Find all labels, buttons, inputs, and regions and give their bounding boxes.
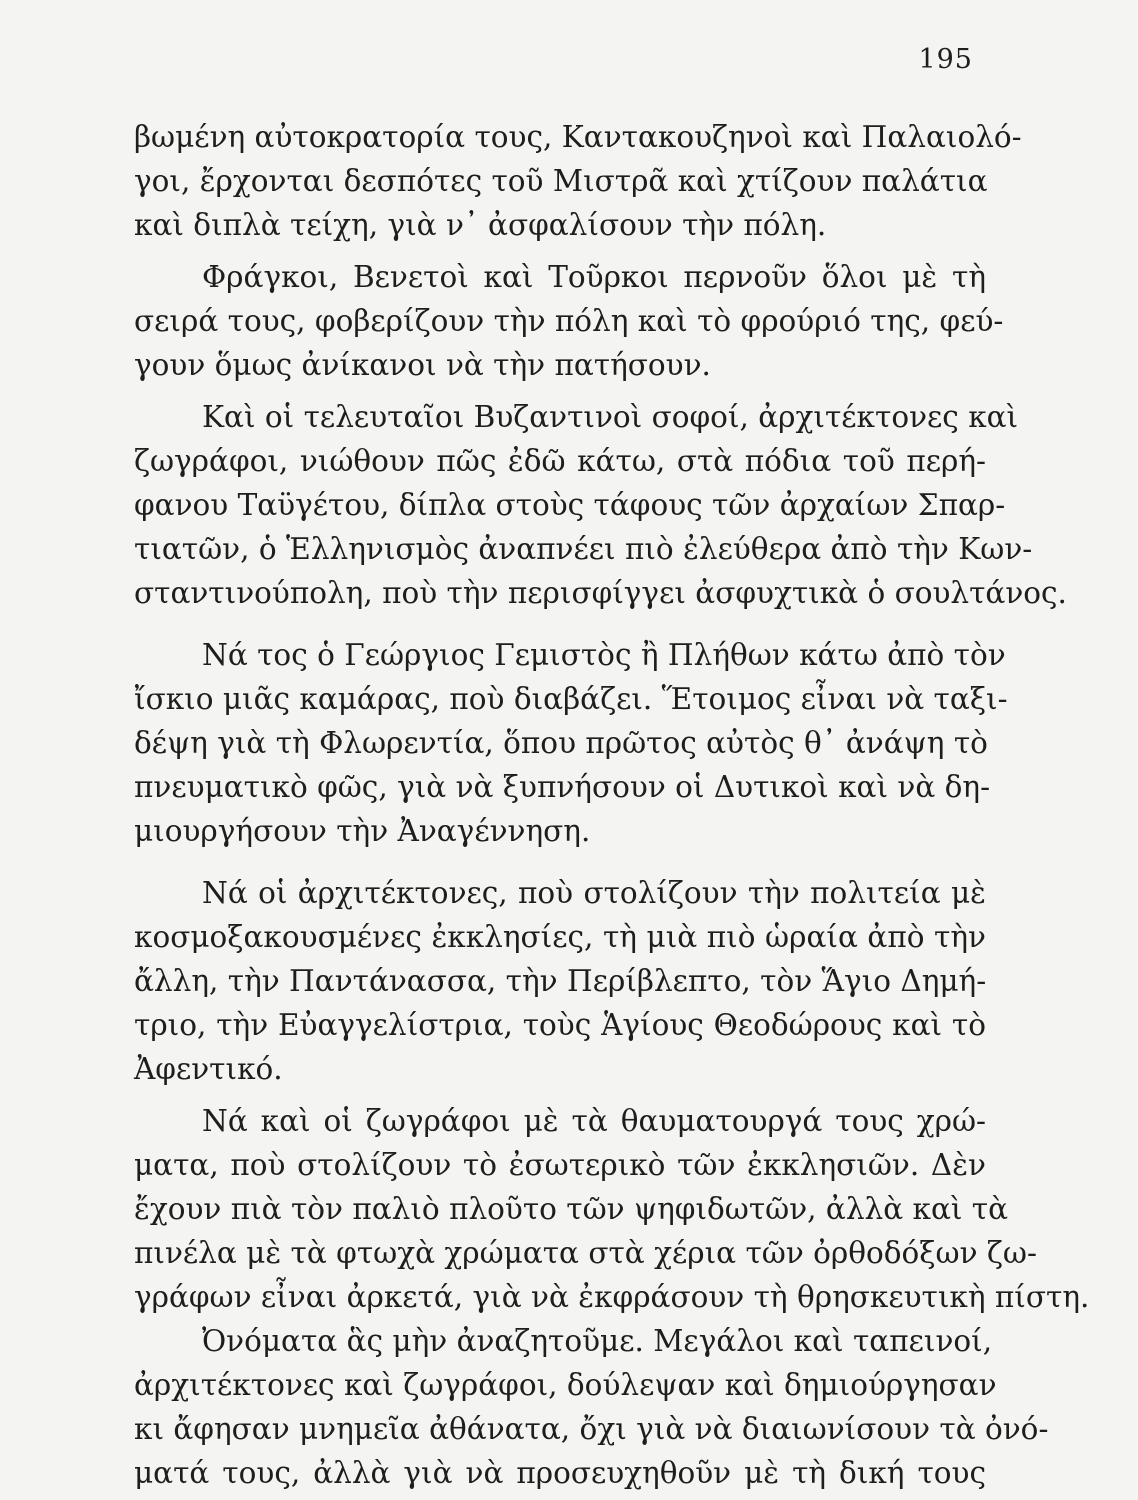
text-line: κοσμοξακουσμένες ἐκκλησίες, τὴ μιὰ πιὸ ὡραία ἀπὸ τὴν: [134, 920, 986, 954]
text-line: Καὶ οἱ τελευταῖοι Βυζαντινοὶ σοφοί, ἀρχιτέκτονες καὶ: [202, 400, 1019, 434]
text-line: Νά καὶ οἱ ζωγράφοι μὲ τὰ θαυματουργά τους χρώ-: [202, 1104, 986, 1138]
text-line: ἄλλη, τὴν Παντάνασσα, τὴν Περίβλεπτο, τὸν Ἅγιο Δημή-: [134, 964, 987, 998]
text-line: πνευματικὸ φῶς, γιὰ νὰ ξυπνήσουν οἱ Δυτικοὶ καὶ νὰ δη-: [134, 770, 991, 804]
text-line: δέψη γιὰ τὴ Φλωρεντία, ὅπου πρῶτος αὐτὸς θ᾽ ἀνάψη τὸ: [134, 726, 988, 760]
text-line: Ὀνόματα ἃς μὴν ἀναζητοῦμε. Μεγάλοι καὶ ταπεινοί,: [202, 1324, 993, 1358]
text-line: ματά τους, ἀλλὰ γιὰ νὰ προσευχηθοῦν μὲ τὴ δική τους: [134, 1456, 986, 1490]
text-line: τριο, τὴν Εὐαγγελίστρια, τοὺς Ἁγίους Θεοδώρους καὶ τὸ: [134, 1008, 986, 1042]
text-line: ματα, ποὺ στολίζουν τὸ ἐσωτερικὸ τῶν ἐκκλησιῶν. Δὲν: [134, 1148, 986, 1182]
text-line: καὶ διπλὰ τείχη, γιὰ ν᾽ ἀσφαλίσουν τὴν πόλη.: [134, 208, 827, 242]
text-line: κι ἄφησαν μνημεῖα ἀθάνατα, ὄχι γιὰ νὰ διαιωνίσουν τὰ ὀνό-: [134, 1412, 1049, 1446]
body-text: [134, 115, 1090, 1495]
text-line: γοι, ἔρχονται δεσπότες τοῦ Μιστρᾶ καὶ χτίζουν παλάτια: [134, 164, 988, 198]
text-line: γράφων εἶναι ἀρκετά, γιὰ νὰ ἐκφράσουν τὴ θρησκευτικὴ πίστη.: [134, 1280, 1090, 1314]
text-line: ἔχουν πιὰ τὸν παλιὸ πλοῦτο τῶν ψηφιδωτῶν, ἀλλὰ καὶ τὰ: [134, 1192, 1009, 1226]
text-line: Φράγκοι, Βενετοὶ καὶ Τοῦρκοι περνοῦν ὅλοι μὲ τὴ: [202, 260, 986, 294]
text-line: φανου Ταϋγέτου, δίπλα στοὺς τάφους τῶν ἀρχαίων Σπαρ-: [134, 488, 1006, 522]
text-line: μιουργήσουν τὴν Ἀναγέννηση.: [134, 814, 591, 848]
text-line: βωμένη αὐτοκρατορία τους, Καντακουζηνοὶ καὶ Παλαιολό-: [134, 120, 1022, 154]
text-line: ἀρχιτέκτονες καὶ ζωγράφοι, δούλεψαν καὶ δημιούργησαν: [134, 1368, 997, 1402]
text-line: σειρά τους, φοβερίζουν τὴν πόλη καὶ τὸ φρούριό της, φεύ-: [134, 304, 1004, 338]
page-number: 195: [918, 44, 973, 75]
text-line: σταντινούπολη, ποὺ τὴν περισφίγγει ἀσφυχτικὰ ὁ σουλτάνος.: [134, 576, 1067, 610]
text-line: τιατῶν, ὁ Ἑλληνισμὸς ἀναπνέει πιὸ ἐλεύθερα ἀπὸ τὴν Κων-: [134, 532, 1033, 566]
text-line: Ἀφεντικό.: [134, 1052, 283, 1086]
text-line: Νά τος ὁ Γεώργιος Γεμιστὸς ἢ Πλήθων κάτω ἀπὸ τὸν: [202, 638, 1006, 672]
text-line: ζωγράφοι, νιώθουν πῶς ἐδῶ κάτω, στὰ πόδια τοῦ περή-: [134, 444, 986, 478]
text-line: Νά οἱ ἀρχιτέκτονες, ποὺ στολίζουν τὴν πολιτεία μὲ: [202, 876, 986, 910]
text-line: ἴσκιο μιᾶς καμάρας, ποὺ διαβάζει. Ἕτοιμος εἶναι νὰ ταξι-: [134, 682, 1008, 716]
text-line: γουν ὅμως ἀνίκανοι νὰ τὴν πατήσουν.: [134, 348, 711, 382]
text-line: πινέλα μὲ τὰ φτωχὰ χρώματα στὰ χέρια τῶν ὀρθοδόξων ζω-: [134, 1236, 1037, 1270]
